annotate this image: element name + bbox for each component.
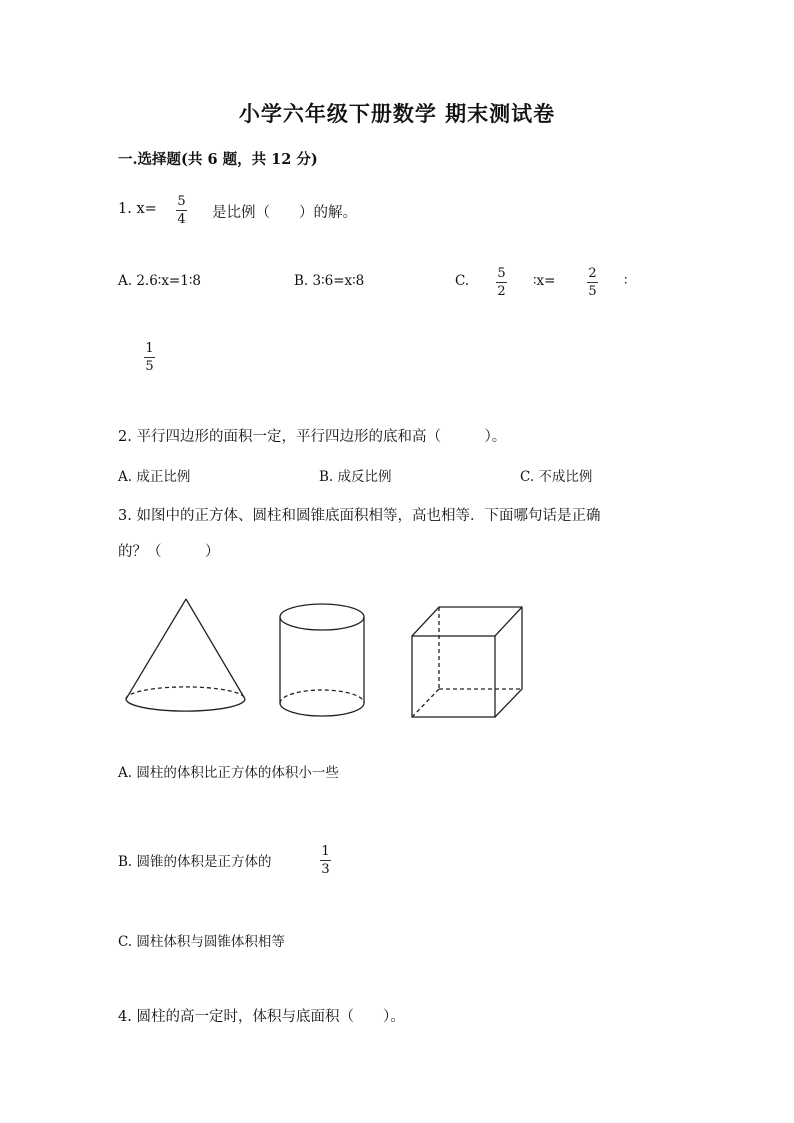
q1-lead: 1. x= [118, 201, 157, 217]
q1-option-c-label: C. [455, 273, 470, 289]
q1-option-c-middle: ∶x= [533, 273, 556, 289]
q2-option-c: C. 不成比例 [520, 469, 593, 485]
q4-text: 4. 圆柱的高一定时，体积与底面积（ ）。 [118, 1009, 405, 1025]
cube-figure [412, 607, 522, 717]
fraction-bar [320, 860, 331, 861]
fraction-denominator: 5 [145, 359, 154, 374]
cone-figure [126, 599, 245, 711]
fraction-denominator: 5 [588, 284, 597, 299]
q3-text-line-2: 的？（ ） [118, 544, 220, 560]
fraction-denominator: 3 [321, 862, 330, 877]
fraction-numerator: 5 [177, 194, 186, 209]
q1-tail: 是比例（ ）的解。 [212, 205, 357, 221]
q2-option-b: B. 成反比例 [319, 469, 392, 485]
q2-option-a: A. 成正比例 [118, 469, 191, 485]
fraction-numerator: 1 [321, 844, 330, 859]
page-title: 小学六年级下册数学 期末测试卷 [238, 101, 556, 126]
cylinder-figure [280, 604, 364, 716]
q1-option-b: B. 3∶6=x∶8 [294, 273, 365, 289]
fraction-denominator: 2 [497, 284, 506, 299]
q1-option-c-colon: ∶ [624, 273, 628, 289]
fraction-numerator: 1 [145, 341, 154, 356]
fraction-numerator: 5 [497, 266, 506, 281]
q3-option-b-fraction [320, 844, 331, 877]
q3-option-b: B. 圆锥的体积是正方体的 [118, 854, 272, 870]
q1-option-a: A. 2.6∶x=1∶8 [118, 273, 201, 289]
fraction-numerator: 2 [588, 266, 597, 281]
q2-text: 2. 平行四边形的面积一定，平行四边形的底和高（ ）。 [118, 429, 507, 445]
q3-option-c: C. 圆柱体积与圆锥体积相等 [118, 934, 285, 950]
section-heading: 一.选择题(共 6 题，共 12 分) [118, 151, 318, 168]
q3-option-a: A. 圆柱的体积比正方体的体积小一些 [118, 765, 339, 781]
fraction-denominator: 4 [177, 212, 186, 227]
q3-text-line-1: 3. 如图中的正方体、圆柱和圆锥底面积相等，高也相等．下面哪句话是正确 [118, 508, 601, 524]
